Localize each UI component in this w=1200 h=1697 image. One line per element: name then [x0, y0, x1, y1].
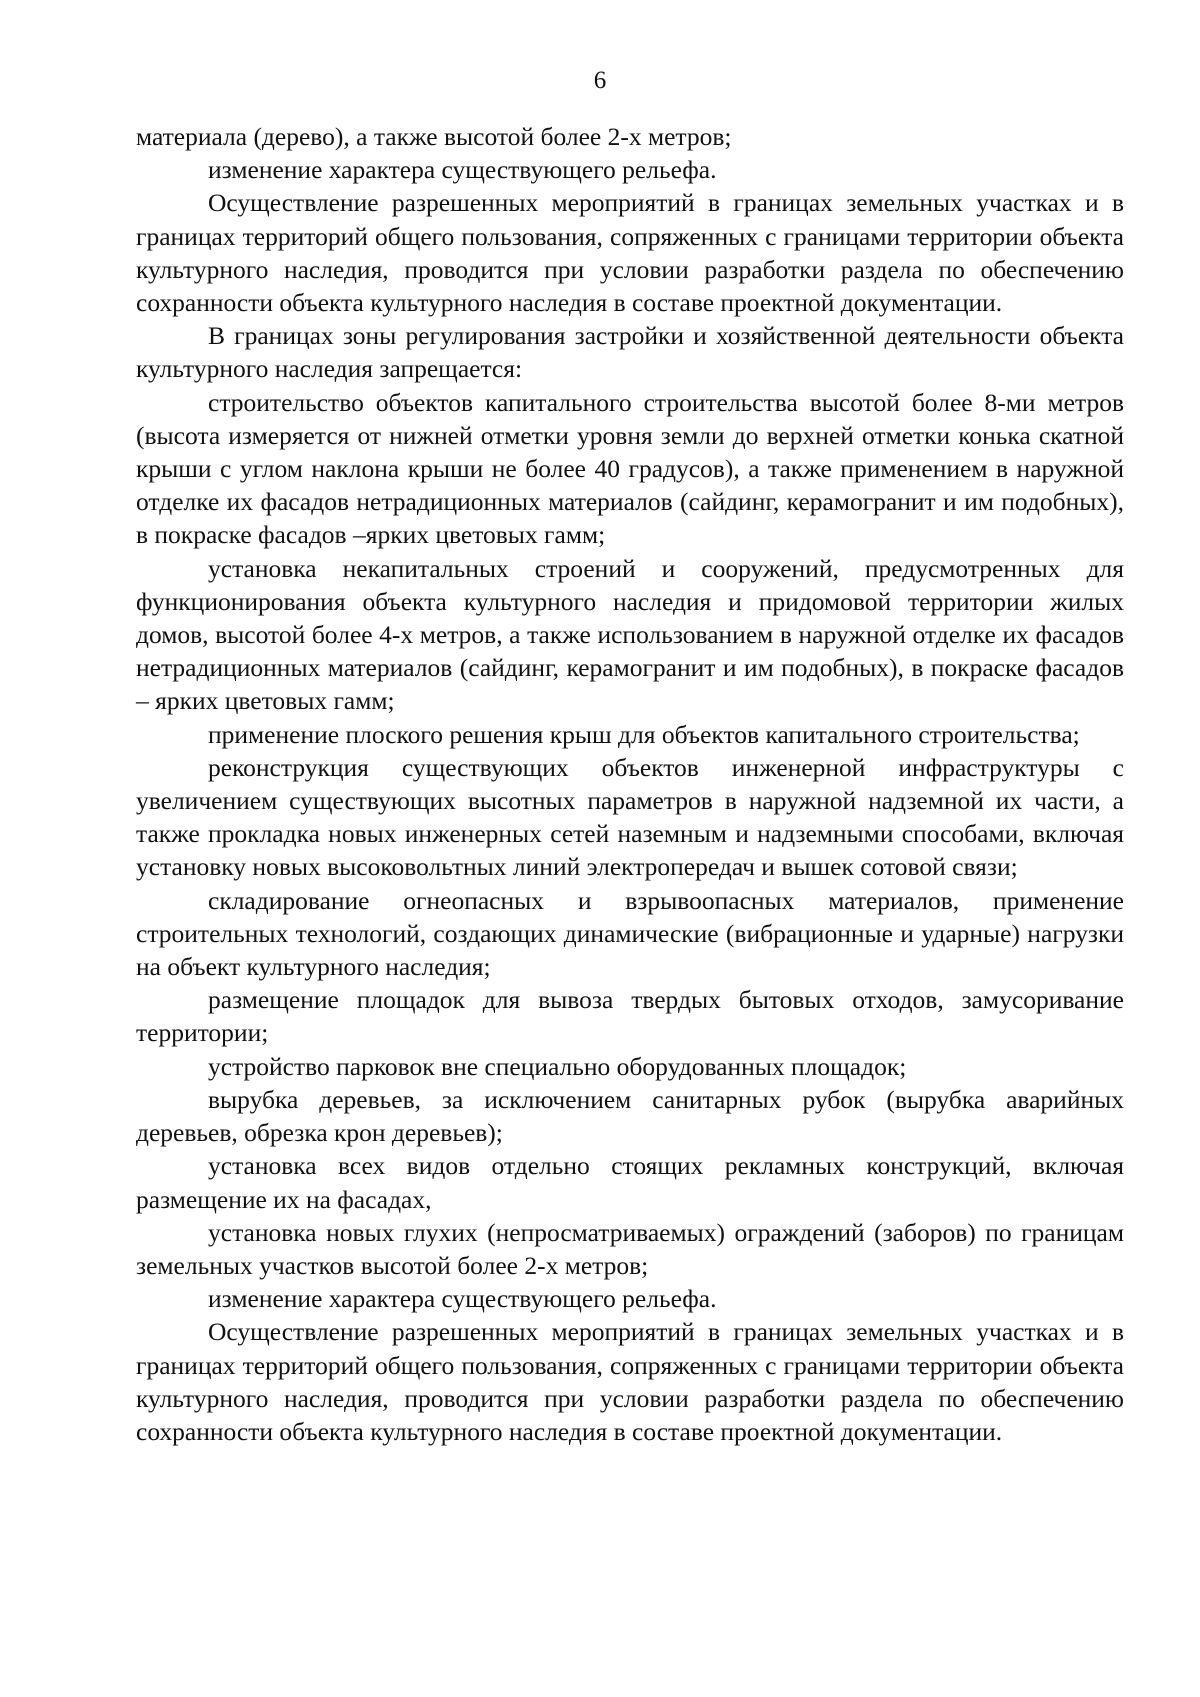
paragraph-5: строительство объектов капитального строительства высотой более 8-ми метров (высота измеряется от нижней отметки уровня земли до верхней отметки конька скатной крыши с углом наклона крыши не более 40 градусов), а также применением в наружной отделке их фасадов нетрадиционных материалов (сайдинг, керамогранит и им подобных), в покраске фасадов –ярких цветовых гамм;	[136, 387, 1124, 550]
paragraph-13: установка всех видов отдельно стоящих рекламных конструкций, включая размещение их на фасадах,	[136, 1151, 1124, 1214]
paragraph-7: применение плоского решения крыш для объектов капитального строительства;	[208, 719, 1080, 749]
page-number: 6	[593, 67, 607, 94]
paragraph-9: складирование огнеопасных и взрывоопасных материалов, применение строительных технологий, создающих динамические (вибрационные и ударные) нагрузки на объект культурного наследия;	[136, 885, 1124, 982]
paragraph-4: В границах зоны регулирования застройки и хозяйственной деятельности объекта культурного наследия запрещается:	[136, 321, 1124, 384]
paragraph-6: установка некапитальных строений и сооружений, предусмотренных для функционирования объекта культурного наследия и придомовой территории жилых домов, высотой более 4-х метров, а также использованием в наружной отделке их фасадов нетрадиционных материалов (сайдинг, керамогранит и им подобных), в покраске фасадов – ярких цветовых гамм;	[136, 553, 1124, 716]
paragraph-3: Осуществление разрешенных мероприятий в границах земельных участках и в границах территорий общего пользования, сопряженных с границами территории объекта культурного наследия, проводится при условии разработки раздела по обеспечению сохранности объекта культурного наследия в составе проектной документации.	[136, 188, 1124, 318]
paragraph-2: изменение характера существующего рельефа.	[208, 155, 717, 185]
paragraph-1: материала (дерево), а также высотой более 2-х метров;	[136, 122, 732, 151]
document-body	[136, 120, 1124, 1448]
paragraph-14: установка новых глухих (непросматриваемых) ограждений (заборов) по границам земельных участков высотой более 2-х метров;	[136, 1217, 1124, 1280]
paragraph-15: изменение характера существующего рельефа.	[208, 1284, 717, 1314]
paragraph-10: размещение площадок для вывоза твердых бытовых отходов, замусоривание территории;	[136, 985, 1124, 1048]
paragraph-8: реконструкция существующих объектов инженерной инфраструктуры с увеличением существующих высотных параметров в наружной надземной их части, а также прокладка новых инженерных сетей наземным и надземными способами, включая установку новых высоковольтных линий электропередач и вышек сотовой связи;	[136, 752, 1124, 882]
paragraph-11: устройство парковок вне специально оборудованных площадок;	[208, 1051, 907, 1081]
paragraph-12: вырубка деревьев, за исключением санитарных рубок (вырубка аварийных деревьев, обрезка крон деревьев);	[136, 1084, 1124, 1148]
paragraph-16: Осуществление разрешенных мероприятий в границах земельных участках и в границах территорий общего пользования, сопряженных с границами территории объекта культурного наследия, проводится при условии разработки раздела по обеспечению сохранности объекта культурного наследия в составе проектной документации.	[136, 1317, 1124, 1446]
